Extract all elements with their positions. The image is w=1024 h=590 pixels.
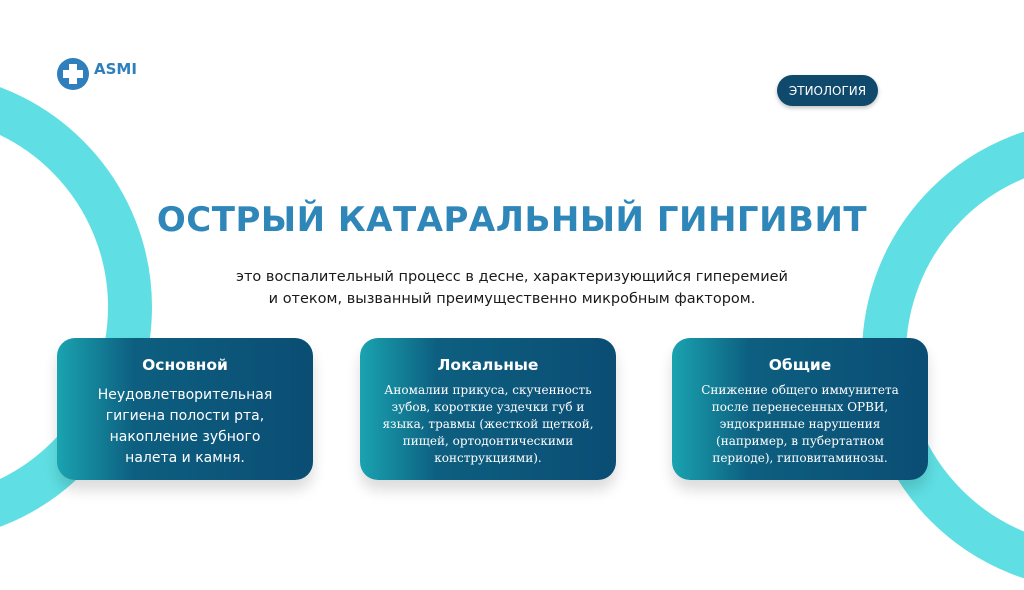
- card-line: Аномалии прикуса, скученность: [384, 383, 592, 397]
- subtitle-line: и отеком, вызванный преимущественно микробным фактором.: [268, 291, 756, 307]
- logo-text: ASMI: [94, 60, 137, 78]
- card-line: накопление зубного: [109, 429, 261, 445]
- card-line: языка, травмы (жесткой щеткой,: [382, 417, 594, 431]
- logo: [57, 58, 137, 90]
- card-title: Локальные: [437, 356, 539, 374]
- card-line: зубов, короткие уздечки губ и: [391, 400, 585, 414]
- card-line: эндокринные нарушения: [719, 417, 881, 431]
- card-line: пищей, ортодонтическими: [402, 434, 574, 448]
- card-body: [71, 385, 299, 469]
- subtitle-line: это воспалительный процесс в десне, характеризующийся гиперемией: [236, 269, 788, 285]
- card-line: периоде), гиповитаминозы.: [712, 451, 888, 465]
- card-line: гигиена полости рта,: [105, 408, 265, 424]
- section-tag: ЭТИОЛОГИЯ: [777, 75, 878, 106]
- card-title: Общие: [768, 356, 832, 374]
- card-body: [686, 382, 914, 467]
- card-line: конструкциями).: [434, 451, 542, 465]
- subtitle: [212, 266, 812, 310]
- card-general-causes: [672, 338, 928, 480]
- card-line: (например, в пубертатном: [716, 434, 884, 448]
- card-local-causes: [360, 338, 616, 480]
- card-line: налета и камня.: [125, 450, 245, 466]
- card-line: после перенесенных ОРВИ,: [711, 400, 889, 414]
- card-line: Снижение общего иммунитета: [701, 383, 899, 397]
- card-main-cause: [57, 338, 313, 480]
- card-line: Неудовлетворительная: [97, 387, 273, 403]
- card-body: [374, 382, 602, 467]
- page-title: ОСТРЫЙ КАТАРАЛЬНЫЙ ГИНГИВИТ: [156, 200, 868, 240]
- card-title: Основной: [142, 356, 228, 374]
- plus-icon: [57, 58, 89, 90]
